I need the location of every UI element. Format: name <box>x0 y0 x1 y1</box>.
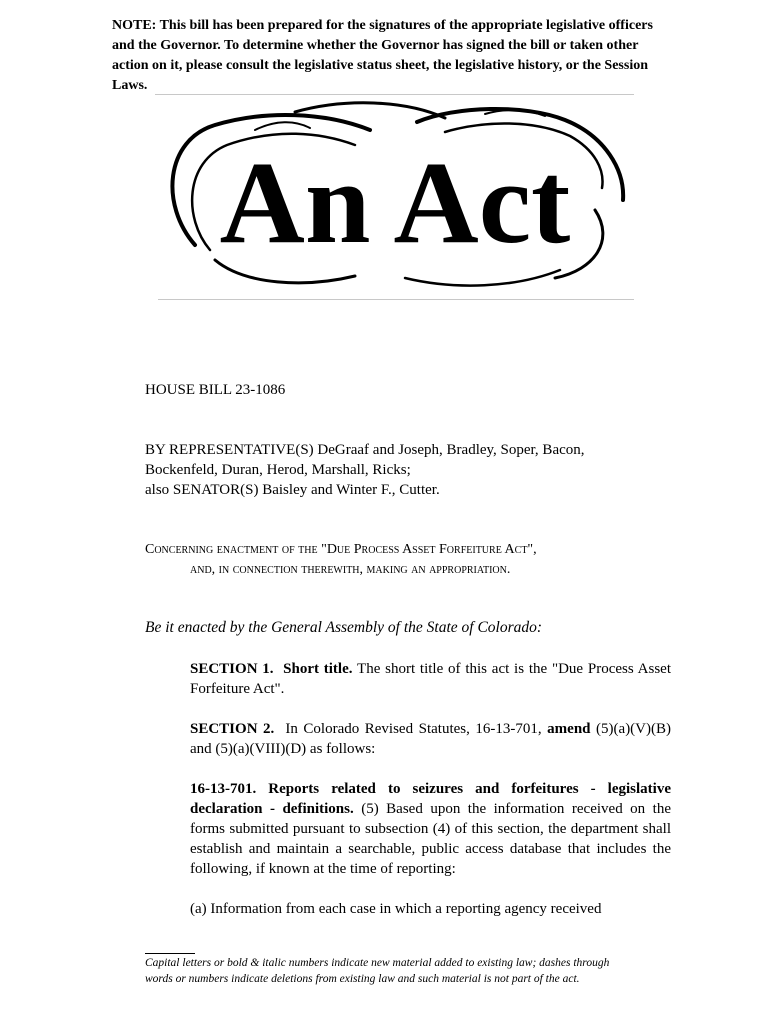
statute-text: (5) Based upon the information received on the forms submitted pursuant to subsection (4) of this section, the department shall establish and maintain a searchable, public access database that includes the following, if known at the time of reporting: <box>190 801 671 877</box>
sponsors-line-1: BY REPRESENTATIVE(S) DeGraaf and Joseph, Bradley, Soper, Bacon, <box>145 442 585 458</box>
footnote-divider <box>145 953 195 954</box>
section-2 <box>145 719 671 759</box>
section-1-heading: Short title. <box>283 661 353 677</box>
statute-heading: 16-13-701. Reports related to seizures and forfeitures - legislative declaration - definitions. <box>190 781 671 817</box>
sponsors <box>145 440 635 500</box>
section-1 <box>145 659 671 699</box>
section-1-label: SECTION 1. <box>190 661 274 677</box>
enacting-clause: Be it enacted by the General Assembly of the State of Colorado: <box>145 619 543 636</box>
subsection-a: (a) Information from each case in which a reporting agency received <box>190 901 602 917</box>
sponsors-line-3: also SENATOR(S) Baisley and Winter F., Cutter. <box>145 482 440 498</box>
footnote: Capital letters or bold & italic numbers indicate new material added to existing law; dashes through words or numbers indicate deletions from existing law and such material is not part of the act. <box>145 957 610 985</box>
concerning-line-2: and, in connection therewith, making an appropriation. <box>190 562 511 577</box>
bill-number: HOUSE BILL 23-1086 <box>145 382 286 398</box>
statute-16-13-701 <box>145 779 671 879</box>
concerning-title <box>145 540 635 580</box>
section-1-text: The short title of this act is the "Due Process Asset Forfeiture Act". <box>190 661 671 697</box>
section-2-amend: amend <box>547 721 591 737</box>
governor-note: NOTE: This bill has been prepared for the signatures of the appropriate legislative officers and the Governor. To determine whether the Governor has signed the bill or taken other action on it, please consult the legislative status sheet, the legislative history, or the Session Laws. <box>112 18 653 93</box>
seal-lettering: An Act <box>219 137 571 268</box>
header-divider-bottom <box>158 299 634 300</box>
an-act-seal <box>155 100 634 295</box>
header-divider-top <box>155 94 634 95</box>
section-2-text-before: In Colorado Revised Statutes, 16-13-701, <box>285 721 542 737</box>
sponsors-line-2: Bockenfeld, Duran, Herod, Marshall, Ricks; <box>145 462 411 478</box>
concerning-line-1: Concerning enactment of the "Due Process Asset Forfeiture Act", <box>145 542 537 557</box>
section-2-text-after: (5)(a)(V)(B) and (5)(a)(VIII)(D) as follows: <box>190 721 672 757</box>
section-2-label: SECTION 2. <box>190 721 275 737</box>
